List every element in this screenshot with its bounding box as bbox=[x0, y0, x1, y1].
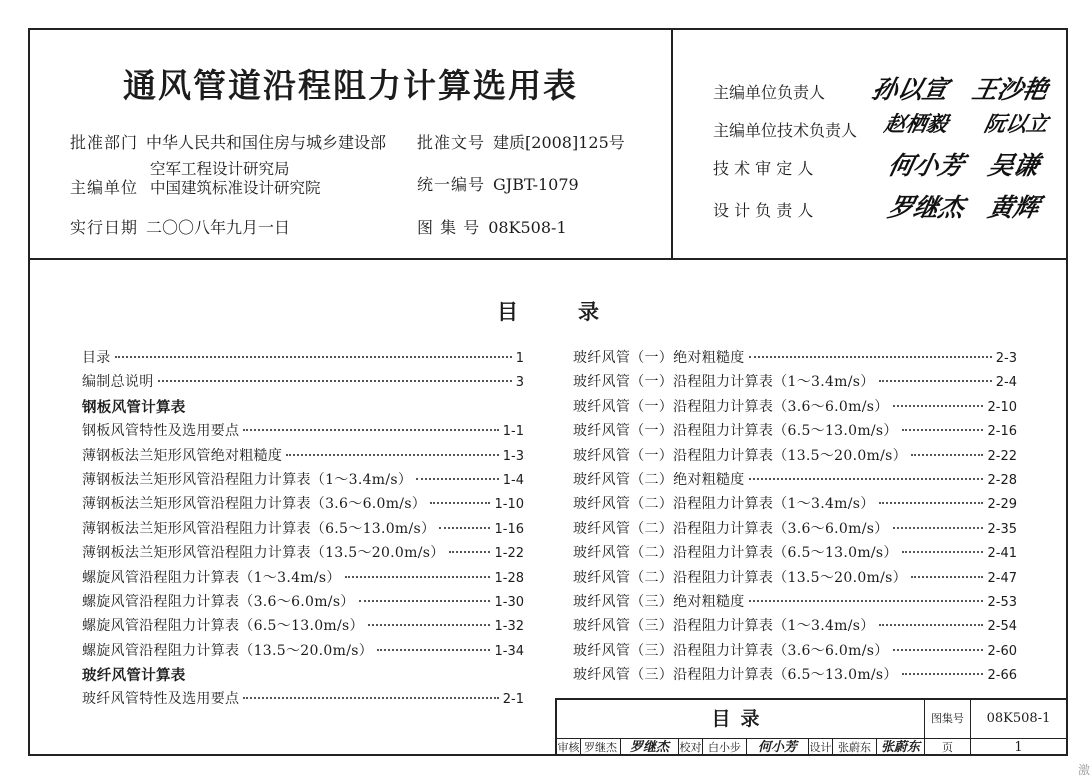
editor-unit-1: 空军工程设计研究局 bbox=[150, 160, 290, 178]
toc-leader-dots bbox=[893, 527, 984, 529]
toc-leader-dots bbox=[368, 624, 491, 626]
toc-entry-text: 薄钢板法兰矩形风管沿程阻力计算表（1～3.4m/s） bbox=[82, 471, 413, 488]
toc-leader-dots bbox=[158, 380, 512, 382]
atlas-no-value: 08K508-1 bbox=[488, 218, 567, 237]
header-left bbox=[30, 30, 671, 258]
toc-entry-text: 玻纤风管（二）沿程阻力计算表（6.5～13.0m/s） bbox=[573, 545, 898, 562]
approve-dept bbox=[70, 130, 386, 153]
signature: 何小芳 bbox=[885, 151, 967, 180]
title-block-atlas-no: 08K508-1 bbox=[986, 711, 1051, 726]
toc-entry bbox=[573, 542, 1017, 566]
toc-leader-dots bbox=[243, 429, 498, 431]
toc-entry-page: 2-28 bbox=[987, 472, 1017, 488]
title-block-name: 目录 bbox=[557, 700, 925, 738]
toc-right-column bbox=[573, 347, 1017, 688]
responsible-row bbox=[713, 146, 1063, 186]
editor-unit-label-text: 主编单位 bbox=[70, 178, 139, 197]
design-label: 设计 bbox=[809, 741, 832, 754]
toc-leader-dots bbox=[879, 502, 984, 504]
toc-leader-dots bbox=[902, 673, 984, 675]
approve-no bbox=[417, 130, 625, 153]
toc-entry bbox=[82, 688, 524, 712]
responsible-panel bbox=[671, 30, 1066, 258]
toc-entry bbox=[573, 420, 1017, 444]
toc-entry bbox=[573, 615, 1017, 639]
toc-entry bbox=[573, 371, 1017, 395]
toc-entry-page: 2-16 bbox=[987, 424, 1017, 440]
toc-entry-text: 薄钢板法兰矩形风管绝对粗糙度 bbox=[82, 447, 283, 464]
drawing-frame bbox=[28, 28, 1068, 756]
page-label: 页 bbox=[925, 739, 971, 756]
toc-entry-page: 1-10 bbox=[494, 497, 524, 513]
toc-entry bbox=[82, 371, 524, 395]
toc-entry-text: 薄钢板法兰矩形风管沿程阻力计算表（13.5～20.0m/s） bbox=[82, 545, 445, 562]
toc-entry-text: 玻纤风管（二）沿程阻力计算表（1～3.4m/s） bbox=[573, 496, 875, 513]
toc-entry-page: 1-3 bbox=[502, 448, 524, 464]
toc-entry-text: 玻纤风管特性及选用要点 bbox=[82, 691, 240, 708]
toc-entry-page: 1-16 bbox=[494, 521, 524, 537]
toc-leader-dots bbox=[902, 551, 984, 553]
toc-entry-text: 玻纤风管（三）沿程阻力计算表（3.6～6.0m/s） bbox=[573, 642, 889, 659]
toc-leader-dots bbox=[430, 502, 490, 504]
toc-entry bbox=[82, 567, 524, 591]
toc-entry-page: 1-28 bbox=[494, 570, 524, 586]
toc-entry-page: 3 bbox=[515, 375, 524, 391]
signature: 王沙艳 bbox=[969, 75, 1051, 104]
signature: 赵栖毅 bbox=[882, 111, 951, 136]
toc-entry bbox=[573, 493, 1017, 517]
toc-entry-page: 1-32 bbox=[494, 619, 524, 635]
toc-entry-text: 薄钢板法兰矩形风管沿程阻力计算表（6.5～13.0m/s） bbox=[82, 520, 436, 537]
toc-leader-dots bbox=[749, 600, 984, 602]
toc-entry-page: 1-22 bbox=[494, 546, 524, 562]
toc-entry-page: 1-1 bbox=[502, 424, 524, 440]
responsible-label: 技 术 审 定 人 bbox=[713, 159, 814, 178]
toc-entry-text: 螺旋风管沿程阻力计算表（3.6～6.0m/s） bbox=[82, 593, 355, 610]
check-label: 校对 bbox=[679, 741, 702, 754]
header bbox=[30, 30, 1066, 260]
toc-entry-page: 2-3 bbox=[995, 351, 1017, 366]
toc-entry bbox=[573, 445, 1017, 469]
designer-name: 张蔚东 bbox=[833, 739, 877, 756]
toc-leader-dots bbox=[879, 624, 984, 626]
checker-name: 白小步 bbox=[703, 739, 747, 756]
review-label: 审核 bbox=[557, 741, 580, 754]
toc-entry bbox=[573, 469, 1017, 493]
reviewer-signature: 罗继杰 bbox=[621, 739, 679, 756]
unified-no-label: 统一编号 bbox=[417, 175, 486, 194]
toc-entry-text: 玻纤风管（三）绝对粗糙度 bbox=[573, 593, 745, 610]
designer-signature: 张蔚东 bbox=[877, 739, 925, 756]
toc-entry bbox=[82, 347, 524, 371]
toc-entry-text: 玻纤风管（三）沿程阻力计算表（6.5～13.0m/s） bbox=[573, 667, 898, 684]
toc-entry-text: 玻纤风管（一）沿程阻力计算表（1～3.4m/s） bbox=[573, 374, 875, 391]
toc-leader-dots bbox=[449, 551, 491, 553]
responsible-row bbox=[713, 188, 1063, 228]
toc-entry-text: 钢板风管计算表 bbox=[82, 399, 186, 416]
effective-date bbox=[70, 215, 290, 238]
toc-entry bbox=[82, 640, 524, 664]
editor-unit-label bbox=[70, 175, 138, 198]
toc-entry-page: 1-30 bbox=[494, 594, 524, 610]
toc-leader-dots bbox=[893, 649, 984, 651]
main-title: 通风管道沿程阻力计算选用表 bbox=[123, 66, 578, 105]
toc-entry bbox=[573, 591, 1017, 615]
toc-entry bbox=[573, 567, 1017, 591]
toc-title-char-2: 录 bbox=[578, 300, 599, 324]
responsible-label: 主编单位负责人 bbox=[713, 83, 826, 102]
approve-dept-label: 批准部门 bbox=[70, 133, 139, 152]
toc-entry-text: 玻纤风管（二）沿程阻力计算表（3.6～6.0m/s） bbox=[573, 520, 889, 537]
toc-entry bbox=[82, 518, 524, 542]
toc-entry-text: 螺旋风管沿程阻力计算表（13.5～20.0m/s） bbox=[82, 642, 374, 659]
toc-entry-page: 2-4 bbox=[995, 375, 1017, 391]
toc-entry-text: 钢板风管特性及选用要点 bbox=[82, 423, 240, 440]
toc-entry bbox=[573, 518, 1017, 542]
unified-no-value: GJBT-1079 bbox=[493, 175, 579, 194]
toc-entry-page: 1 bbox=[515, 351, 524, 366]
approve-dept-value: 中华人民共和国住房与城乡建设部 bbox=[146, 133, 387, 152]
toc-leader-dots bbox=[911, 576, 984, 578]
title-block-atlas-label: 图集号 bbox=[925, 700, 971, 738]
toc-entry-text: 玻纤风管（一）沿程阻力计算表（6.5～13.0m/s） bbox=[573, 423, 898, 440]
toc-left-column bbox=[82, 347, 524, 713]
toc-leader-dots bbox=[749, 478, 984, 480]
title-block bbox=[555, 698, 1066, 756]
toc-entry-text: 编制总说明 bbox=[82, 374, 154, 391]
toc-leader-dots bbox=[879, 380, 992, 382]
signature: 黄辉 bbox=[985, 193, 1042, 222]
atlas-no-label: 图 集 号 bbox=[417, 218, 481, 237]
checker-signature: 何小芳 bbox=[747, 739, 809, 756]
reviewer-name: 罗继杰 bbox=[581, 739, 621, 756]
toc-entry bbox=[82, 615, 524, 639]
toc-entry-page: 2-10 bbox=[987, 399, 1017, 415]
toc-entry-text: 玻纤风管（二）沿程阻力计算表（13.5～20.0m/s） bbox=[573, 569, 907, 586]
toc-leader-dots bbox=[902, 429, 984, 431]
toc-leader-dots bbox=[115, 356, 512, 358]
toc-leader-dots bbox=[345, 576, 491, 578]
toc-entry-page: 2-35 bbox=[987, 521, 1017, 537]
toc-leader-dots bbox=[439, 527, 490, 529]
toc-title-char-1: 目 bbox=[497, 300, 518, 324]
page-number: 1 bbox=[1014, 740, 1023, 755]
effective-date-label: 实行日期 bbox=[70, 218, 139, 237]
signature: 阮以立 bbox=[982, 111, 1051, 136]
toc-entry-page: 2-41 bbox=[987, 546, 1017, 562]
toc-leader-dots bbox=[243, 697, 498, 699]
toc-entry bbox=[573, 347, 1017, 371]
toc-entry bbox=[573, 664, 1017, 688]
toc-entry-text: 玻纤风管（二）绝对粗糙度 bbox=[573, 471, 745, 488]
toc-entry bbox=[573, 640, 1017, 664]
toc-entry-page: 1-4 bbox=[502, 472, 524, 488]
responsible-row bbox=[713, 108, 1063, 148]
toc-leader-dots bbox=[286, 454, 499, 456]
toc-section-heading bbox=[82, 664, 524, 688]
toc-entry bbox=[82, 542, 524, 566]
toc-leader-dots bbox=[377, 649, 490, 651]
toc-leader-dots bbox=[359, 600, 491, 602]
approve-no-value: 建质[2008]125号 bbox=[493, 133, 625, 152]
toc-entry-text: 玻纤风管（一）绝对粗糙度 bbox=[573, 350, 745, 366]
toc-section-heading bbox=[82, 396, 524, 420]
signature: 孙以宣 bbox=[869, 75, 951, 104]
unified-no bbox=[417, 172, 579, 195]
editor-unit-2: 中国建筑标准设计研究院 bbox=[150, 179, 321, 197]
toc-entry-text: 螺旋风管沿程阻力计算表（1～3.4m/s） bbox=[82, 569, 341, 586]
toc-entry-page: 2-53 bbox=[987, 594, 1017, 610]
approve-no-label: 批准文号 bbox=[417, 133, 486, 152]
toc-entry-page: 2-47 bbox=[987, 570, 1017, 586]
atlas-no bbox=[417, 215, 567, 238]
toc-entry-page: 2-29 bbox=[987, 497, 1017, 513]
toc-entry-text: 薄钢板法兰矩形风管沿程阻力计算表（3.6～6.0m/s） bbox=[82, 496, 427, 513]
toc-entry bbox=[82, 469, 524, 493]
toc-entry-page: 2-54 bbox=[987, 619, 1017, 635]
toc-entry-page: 2-60 bbox=[987, 643, 1017, 659]
effective-date-value: 二〇〇八年九月一日 bbox=[146, 218, 291, 237]
toc-entry-page: 1-34 bbox=[494, 643, 524, 659]
toc-entry-page: 2-22 bbox=[987, 448, 1017, 464]
responsible-label: 设 计 负 责 人 bbox=[713, 201, 814, 220]
toc-leader-dots bbox=[893, 405, 984, 407]
toc-entry bbox=[82, 591, 524, 615]
toc-entry-text: 螺旋风管沿程阻力计算表（6.5～13.0m/s） bbox=[82, 618, 364, 635]
toc-entry-text: 玻纤风管计算表 bbox=[82, 668, 186, 685]
responsible-label: 主编单位技术负责人 bbox=[713, 121, 858, 140]
toc-entry bbox=[82, 445, 524, 469]
toc-entry-page: 2-66 bbox=[987, 668, 1017, 684]
toc-entry-text: 目录 bbox=[82, 350, 111, 366]
toc-entry-text: 玻纤风管（一）沿程阻力计算表（13.5～20.0m/s） bbox=[573, 447, 907, 464]
signature: 罗继杰 bbox=[885, 193, 967, 222]
toc-entry bbox=[82, 493, 524, 517]
toc-entry-text: 玻纤风管（一）沿程阻力计算表（3.6～6.0m/s） bbox=[573, 398, 889, 415]
toc-entry-text: 玻纤风管（三）沿程阻力计算表（1～3.4m/s） bbox=[573, 618, 875, 635]
corner-watermark-text: 激 bbox=[1077, 763, 1090, 777]
toc-entry bbox=[573, 396, 1017, 420]
responsible-row bbox=[713, 70, 1063, 110]
toc-entry-page: 2-1 bbox=[502, 692, 524, 708]
toc-entry bbox=[82, 420, 524, 444]
toc-leader-dots bbox=[911, 454, 984, 456]
toc-title bbox=[30, 296, 1066, 326]
signature: 吴谦 bbox=[985, 151, 1042, 180]
toc-leader-dots bbox=[416, 478, 499, 480]
toc-leader-dots bbox=[749, 356, 992, 358]
